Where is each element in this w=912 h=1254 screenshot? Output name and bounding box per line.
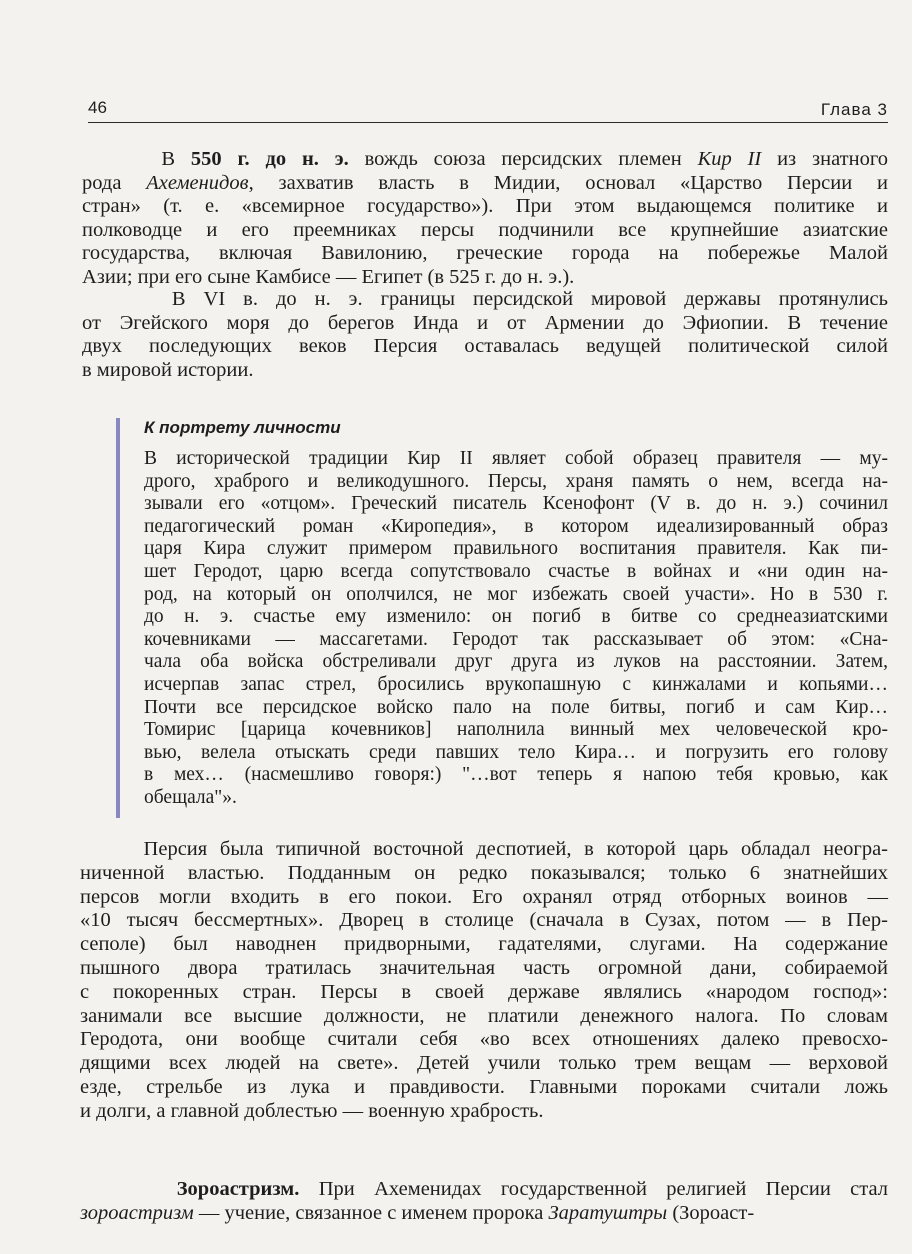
- text-segment: и долги, а главной доблестью — военную храбрость.: [80, 1099, 544, 1122]
- text-segment: род, на который он ополчился, не мог избежать своей участи». Но в 530 г.: [144, 583, 888, 605]
- text-segment: персов могли входить в его покои. Его охранял отряд отборных воинов —: [80, 885, 888, 908]
- text-segment: , захватив власть в Мидии, основал «Царство Персии и: [248, 171, 888, 194]
- text-segment: педагогический роман «Киропедия», в котором идеализированный образ: [144, 515, 888, 537]
- text-segment: При Ахеменидах государственной религией Персии стал: [299, 1178, 888, 1200]
- text-segment: стран» (т. е. «всемирное государство»). При этом выдающемся политике и: [82, 195, 888, 217]
- sidebar-title: К портрету личности: [144, 418, 341, 437]
- text-segment: Зороастризм.: [176, 1178, 300, 1200]
- paragraph-despotism: [80, 838, 888, 1124]
- text-segment: дящими всех людей на свете». Детей учили только трем вещам — верховой: [80, 1052, 888, 1075]
- text-segment: Ахеменидов: [146, 171, 249, 194]
- text-line: [80, 886, 888, 912]
- text-line: [82, 219, 888, 245]
- text-line: [80, 838, 888, 864]
- text-segment: чала оба войска обстреливали друг друга из луков на расстоянии. Затем,: [144, 651, 888, 673]
- text-segment: [80, 1178, 177, 1200]
- chapter-label: Глава 3: [820, 100, 888, 119]
- text-segment: в мех… (насмешливо говоря:) "…вот теперь я напою тебя кровью, как: [144, 764, 888, 786]
- text-line: [80, 1052, 888, 1078]
- page-number: 46: [88, 98, 107, 117]
- text-segment: государства, включая Вавилонию, греческие города на побережье Малой: [82, 242, 888, 264]
- text-segment: В: [82, 148, 191, 170]
- text-segment: исчерпав запас стрел, бросились врукопашную с кинжалами и копьями…: [144, 674, 888, 695]
- text-segment: зывали его «отцом». Греческий писатель Ксенофонт (V в. до н. э.) сочинил: [144, 493, 888, 515]
- text-segment: в мировой истории.: [82, 358, 254, 381]
- text-line: [82, 195, 888, 221]
- text-line: [80, 1028, 888, 1054]
- text-segment: зороастризм: [80, 1201, 194, 1224]
- text-segment: В VI в. до н. э. границы персидской мировой державы протянулись: [82, 288, 888, 310]
- text-line: [80, 1202, 888, 1228]
- page-header: [88, 92, 888, 123]
- text-line: [82, 148, 888, 174]
- text-segment: полководце и его преемниках персы подчинили все крупнейшие азиатские: [82, 218, 888, 241]
- text-line: [80, 1178, 888, 1204]
- text-segment: — учение, связанное с именем пророка: [193, 1201, 549, 1224]
- text-line: [80, 981, 888, 1007]
- text-segment: рода: [82, 171, 147, 194]
- text-segment: Кир II: [697, 148, 762, 170]
- text-line: [80, 1005, 888, 1031]
- text-segment: Томирис [царица кочевников] наполнила винный мех человеческой кро-: [144, 719, 888, 741]
- text-line: [80, 957, 888, 983]
- sidebar-rule: [116, 418, 120, 818]
- text-line: [144, 787, 888, 813]
- text-segment: 550 г. до н. э.: [190, 148, 349, 170]
- paragraph-zoroastrianism: [80, 1178, 888, 1226]
- text-segment: обещала"».: [144, 787, 237, 808]
- text-segment: (Зороаст-: [667, 1201, 755, 1224]
- text-line: [82, 335, 888, 361]
- text-line: [80, 862, 888, 888]
- text-line: [82, 288, 888, 314]
- text-segment: кочевниками — массагетами. Геродот так рассказывает об этом: «Сна-: [144, 628, 888, 650]
- text-segment: Азии; при его сыне Камбисе — Египет (в 525 г. до н. э.).: [82, 265, 575, 288]
- text-line: [80, 909, 888, 935]
- text-segment: Персия была типичной восточной деспотией, в которой царь обладал неогра-: [80, 838, 888, 860]
- text-segment: езде, стрельбе из лука и правдивости. Главными пороками считали ложь: [80, 1076, 888, 1098]
- text-segment: Геродота, они вообще считали себя «во всех отношениях далеко превосхо-: [80, 1028, 888, 1051]
- text-segment: Почти все персидское войско пало на поле битвы, погиб и сам Кир…: [144, 696, 888, 718]
- text-line: [82, 172, 888, 198]
- paragraph-borders: [82, 288, 888, 382]
- text-segment: сеполе) был наводнен придворными, гадателями, слугами. На содержание: [80, 933, 888, 956]
- text-segment: с покоренных стран. Персы в своей державе являлись «народом господ»:: [80, 980, 888, 1003]
- text-segment: царя Кира служит примером правильного воспитания правителя. Как пи-: [144, 538, 888, 560]
- text-segment: вождь союза персидских племен: [348, 148, 698, 170]
- text-segment: занимали все высшие должности, не платили денежного налога. По словам: [80, 1004, 888, 1027]
- text-segment: В исторической традиции Кир II являет собой образец правителя — му-: [144, 448, 888, 469]
- text-segment: дрого, храброго и великодушного. Персы, храня память о нем, всегда на-: [144, 470, 888, 492]
- text-segment: двух последующих веков Персия оставалась ведущей политической силой: [82, 335, 888, 357]
- text-segment: до н. э. счастье ему изменило: он погиб в битве со среднеазиатскими: [144, 606, 888, 628]
- text-segment: из знатного: [761, 148, 888, 170]
- text-segment: от Эгейского моря до берегов Инда и от Армении до Эфиопии. В течение: [82, 311, 888, 334]
- text-segment: ниченной властью. Подданным он редко показывался; только 6 знатнейших: [80, 861, 888, 884]
- text-segment: шет Геродот, царю всегда сопутствовало счастье в войнах и «ни один на-: [144, 561, 888, 582]
- text-line: [80, 933, 888, 959]
- text-segment: Заратуштры: [548, 1201, 668, 1224]
- text-line: [82, 312, 888, 338]
- text-segment: пышного двора тратилась значительная часть огромной дани, собираемой: [80, 957, 888, 979]
- sidebar-text: [144, 448, 888, 810]
- text-line: [82, 359, 888, 385]
- text-line: [80, 1100, 888, 1126]
- text-segment: «10 тысяч бессмертных». Дворец в столице (сначала в Сузах, потом — в Пер-: [80, 909, 888, 932]
- paragraph-cyrus: [82, 148, 888, 289]
- text-line: [80, 1076, 888, 1102]
- text-segment: вью, велела отыскать среди павших тело Кира… и погрузить его голову: [144, 741, 888, 763]
- text-line: [82, 242, 888, 268]
